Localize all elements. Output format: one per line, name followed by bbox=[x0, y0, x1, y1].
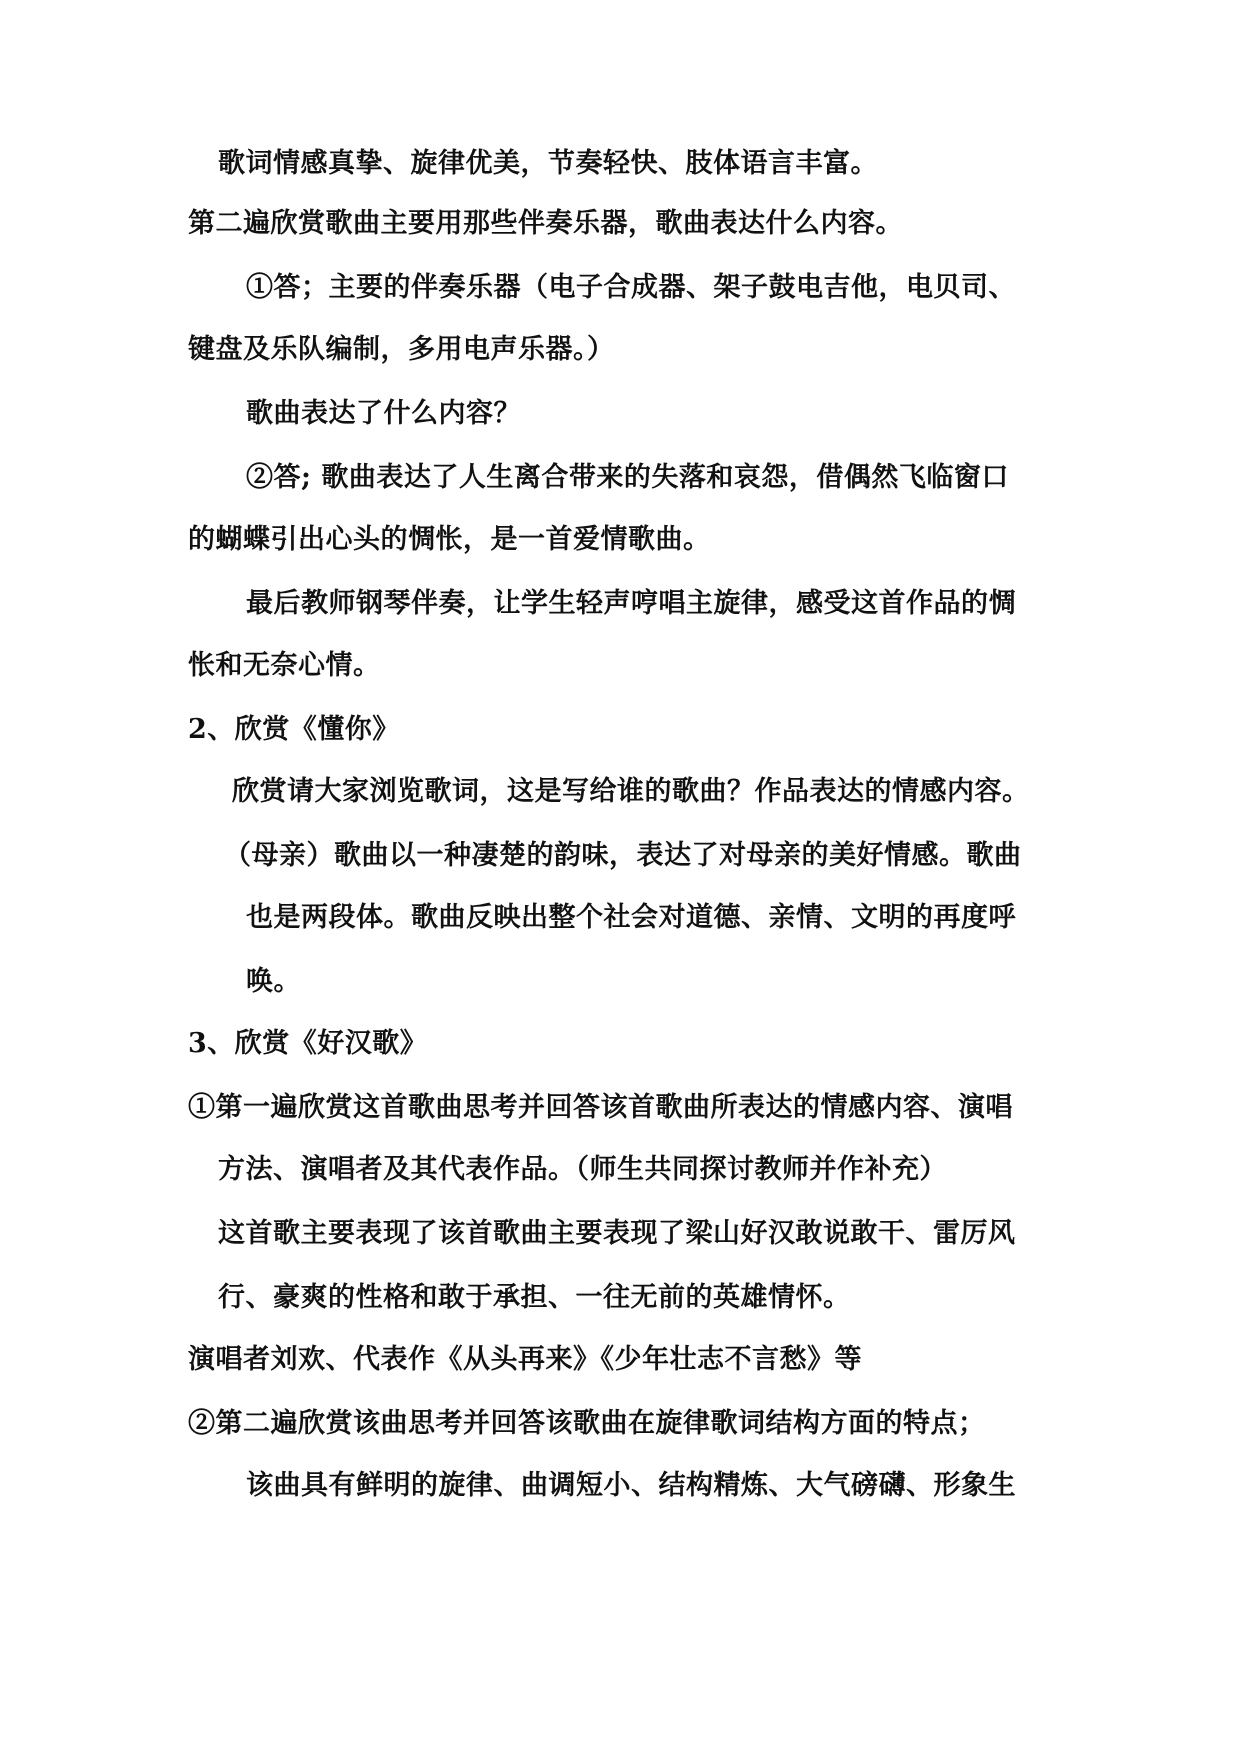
paragraph-line: ②答; 歌曲表达了人生离合带来的失落和哀怨，借偶然飞临窗口 bbox=[246, 462, 1009, 493]
paragraph-line: 怅和无奈心情。 bbox=[188, 650, 381, 681]
paragraph-line: 该曲具有鲜明的旋律、曲调短小、结构精炼、大气磅礴、形象生 bbox=[246, 1470, 1016, 1501]
paragraph-line: 键盘及乐队编制，多用电声乐器。） bbox=[188, 334, 615, 365]
paragraph-line: 唤。 bbox=[246, 966, 301, 997]
paragraph-line: ①第一遍欣赏这首歌曲思考并回答该首歌曲所表达的情感内容、演唱 bbox=[188, 1092, 1013, 1123]
paragraph-line: 欣赏请大家浏览歌词，这是写给谁的歌曲？作品表达的情感内容。 bbox=[232, 776, 1030, 807]
paragraph-line: （母亲）歌曲以一种凄楚的韵味，表达了对母亲的美好情感。歌曲 bbox=[224, 840, 1022, 871]
paragraph-line: 行、豪爽的性格和敢于承担、一往无前的英雄情怀。 bbox=[218, 1282, 851, 1313]
paragraph-line: 方法、演唱者及其代表作品。（师生共同探讨教师并作补充） bbox=[218, 1154, 947, 1185]
section-heading: 2、欣赏《懂你》 bbox=[188, 714, 400, 745]
paragraph-line: ①答；主要的伴奏乐器（电子合成器、架子鼓电吉他，电贝司、 bbox=[246, 272, 1016, 303]
paragraph-line: 歌词情感真挚、旋律优美，节奏轻快、肢体语言丰富。 bbox=[218, 148, 878, 179]
paragraph-line: ②第二遍欣赏该曲思考并回答该歌曲在旋律歌词结构方面的特点； bbox=[188, 1408, 986, 1439]
paragraph-line: 最后教师钢琴伴奏，让学生轻声哼唱主旋律，感受这首作品的惆 bbox=[246, 588, 1016, 619]
paragraph-line: 的蝴蝶引出心头的惆怅，是一首爱情歌曲。 bbox=[188, 524, 711, 555]
paragraph-line: 也是两段体。歌曲反映出整个社会对道德、亲情、文明的再度呼 bbox=[246, 902, 1016, 933]
paragraph-line: 第二遍欣赏歌曲主要用那些伴奏乐器，歌曲表达什么内容。 bbox=[188, 208, 903, 239]
paragraph-line: 这首歌主要表现了该首歌曲主要表现了梁山好汉敢说敢干、雷厉风 bbox=[218, 1218, 1016, 1249]
paragraph-line: 歌曲表达了什么内容？ bbox=[246, 398, 521, 429]
paragraph-line: 演唱者刘欢、代表作《从头再来》《少年壮志不言愁》等 bbox=[188, 1344, 862, 1375]
section-heading: 3、欣赏《好汉歌》 bbox=[188, 1028, 428, 1059]
